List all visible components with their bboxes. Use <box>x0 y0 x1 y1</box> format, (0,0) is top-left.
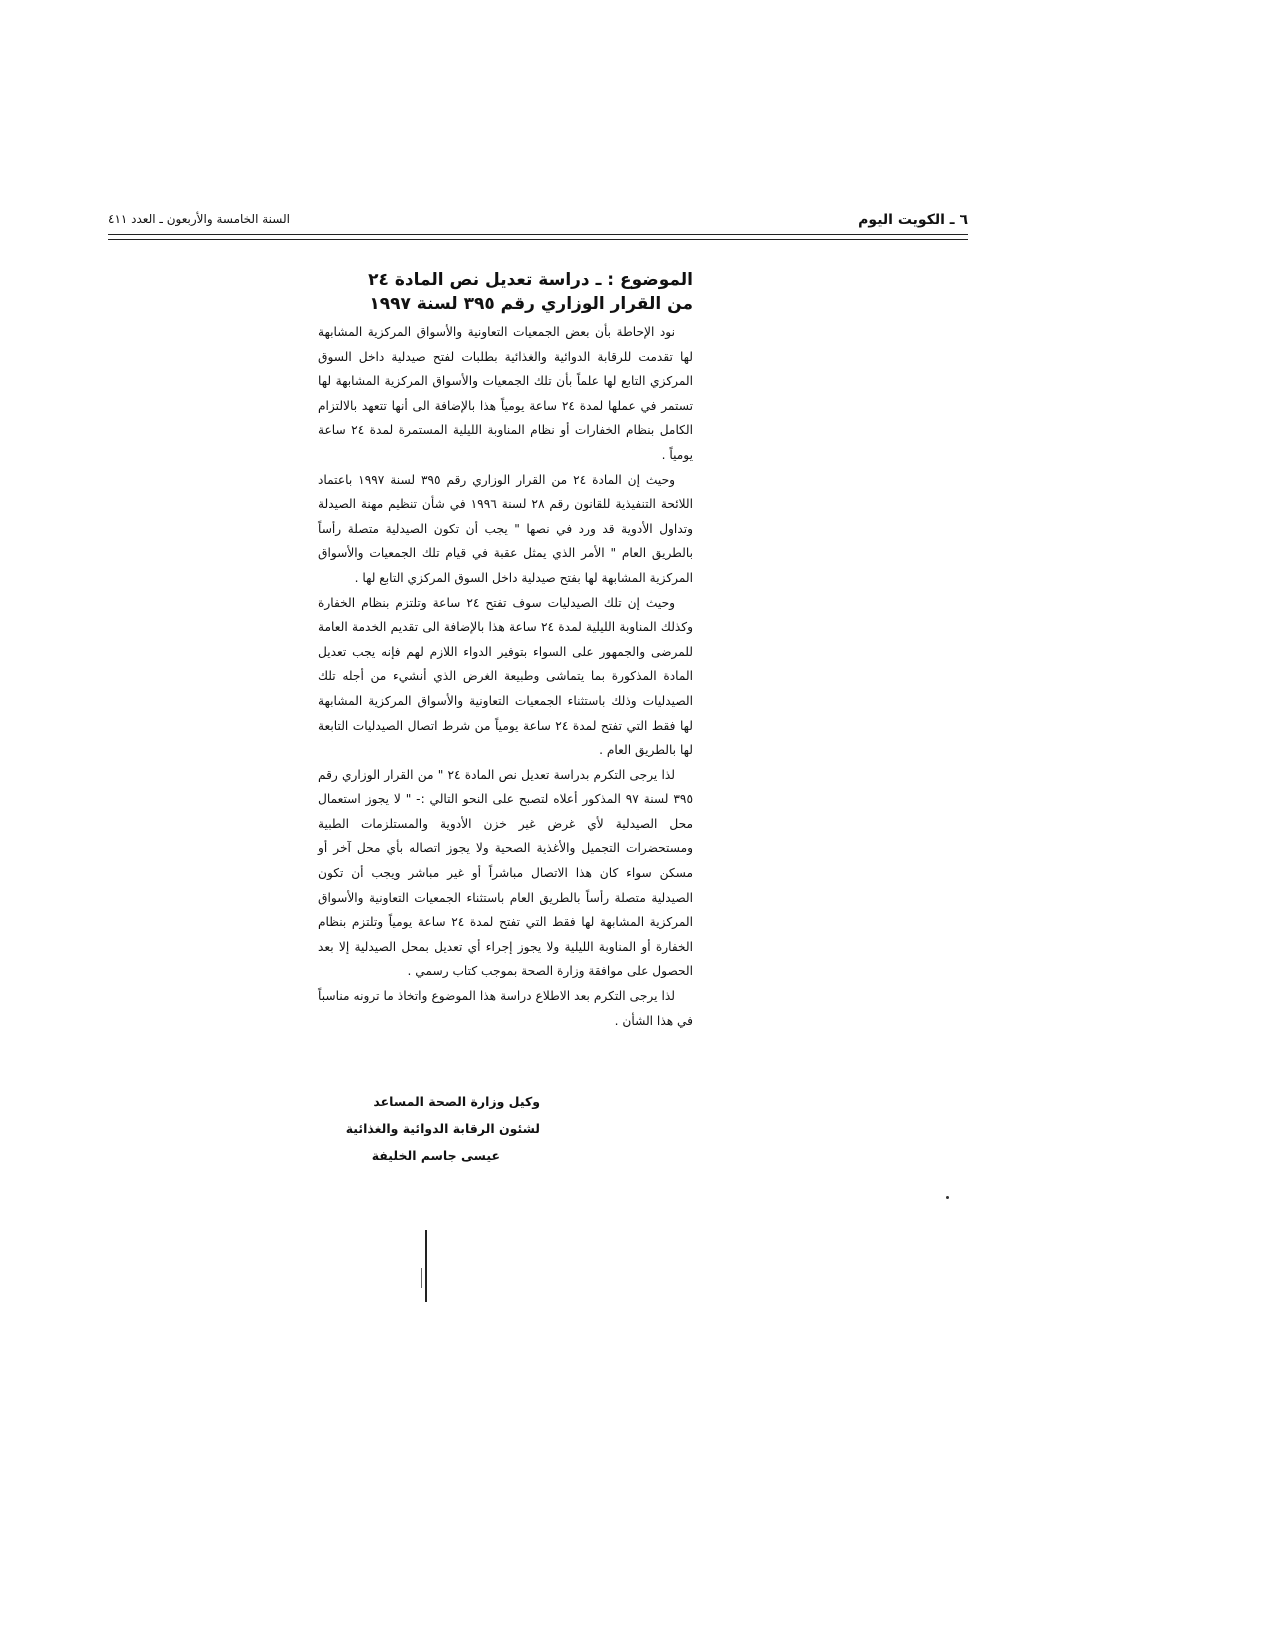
issue-label: السنة الخامسة والأربعون ـ العدد ٤١١ <box>108 212 290 226</box>
title-line-2: من القرار الوزاري رقم ٣٩٥ لسنة ١٩٩٧ <box>369 294 693 314</box>
signature-title: وكيل وزارة الصحة المساعد <box>373 1094 540 1109</box>
signature-block <box>300 1088 540 1169</box>
article <box>318 268 693 1033</box>
article-title <box>318 268 693 316</box>
paragraph-4: لذا يرجى التكرم بدراسة تعديل نص المادة ٢٤ " من القرار الوزاري رقم ٣٩٥ لسنة ٩٧ المذكور أعلاه لتصبح على النحو التالي :- " لا يجوز استعمال محل الصيدلية لأي غرض غير خزن الأدوية والمستلزمات الطبية ومستحضرات التجميل والأغذية الصحية ولا يجوز اتصاله بأي محل آخر أو مسكن سواء كان هذا الاتصال مباشراً أو غير مباشر ويجب أن تكون الصيدلية متصلة رأساً بالطريق العام باستثناء الجمعيات التعاونية والأسواق المركزية المشابهة لها فقط التي تفتح لمدة ٢٤ ساعة يومياً وتلتزم بنظام الخفارة أو المناوبة الليلية ولا يجوز إجراء أي تعديل بمحل الصيدلية إلا بعد الحصول على موافقة وزارة الصحة بموجب كتاب رسمي . <box>318 767 694 979</box>
paragraph-1: نود الإحاطة بأن بعض الجمعيات التعاونية والأسواق المركزية المشابهة لها تقدمت للرقابة الدوائية والغذائية بطلبات لفتح صيدلية داخل السوق المركزي التابع لها علماً بأن تلك الجمعيات والأسواق المركزية المشابهة لها تستمر في عملها لمدة ٢٤ ساعة يومياً هذا بالإضافة الى أنها تتعهد بالالتزام الكامل بنظام الخفارات أو نظام المناوبة الليلية المستمرة لمدة ٢٤ ساعة يومياً . <box>318 325 693 462</box>
paragraph-2: وحيث إن المادة ٢٤ من القرار الوزاري رقم ٣٩٥ لسنة ١٩٩٧ باعتماد اللائحة التنفيذية للقانون رقم ٢٨ لسنة ١٩٩٦ في شأن تنظيم مهنة الصيدلة وتداول الأدوية قد ورد في نصها " يجب أن تكون الصيدلية متصلة رأساً بالطريق العام " الأمر الذي يمثل عقبة في قيام تلك الجمعيات والأسواق المركزية المشابهة لها بفتح صيدلية داخل السوق المركزي التابع لها . <box>318 472 694 585</box>
paragraph-3: وحيث إن تلك الصيدليات سوف تفتح ٢٤ ساعة وتلتزم بنظام الخفارة وكذلك المناوبة الليلية لمدة ٢٤ ساعة هذا بالإضافة الى تقديم الخدمة العامة للمرضى والجمهور على السواء بتوفير الدواء اللازم لهم فإنه يجب تعديل المادة المذكورة بما يتماشى وطبيعة الغرض الذي أنشيء من أجله تلك الصيدليات وذلك باستثناء الجمعيات التعاونية والأسواق المركزية المشابهة لها فقط التي تفتح لمدة ٢٤ ساعة يومياً من شرط اتصال الصيدليات التابعة لها بالطريق العام . <box>318 595 693 758</box>
scan-margin-line <box>425 1230 427 1302</box>
signature-name: عيسى جاسم الخليفة <box>371 1148 500 1163</box>
page-header <box>108 200 968 240</box>
scan-margin-mark <box>421 1268 422 1288</box>
page-number-label: ٦ ـ الكويت اليوم <box>858 212 968 228</box>
signature-department: لشئون الرقابة الدوائية والغذائية <box>345 1121 540 1136</box>
header-divider <box>108 234 968 240</box>
title-line-1: الموضوع : ـ دراسة تعديل نص المادة ٢٤ <box>368 270 693 290</box>
article-body <box>318 320 693 1033</box>
paragraph-5: لذا يرجى التكرم بعد الاطلاع دراسة هذا الموضوع واتخاذ ما ترونه مناسباً في هذا الشأن . <box>318 989 693 1028</box>
scan-speck <box>946 1196 949 1199</box>
